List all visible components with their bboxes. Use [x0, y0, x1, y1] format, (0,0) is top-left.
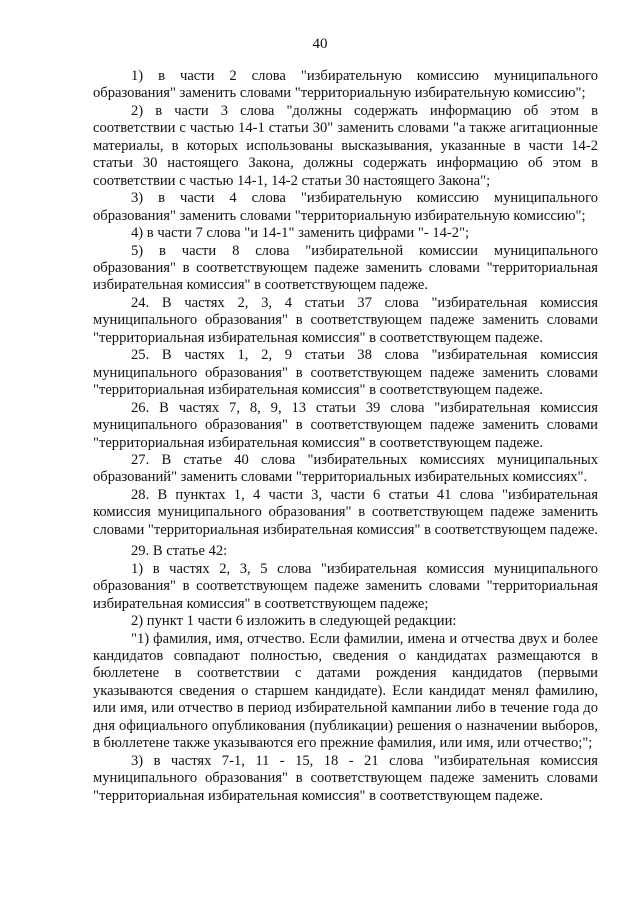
page-number: 40 — [312, 36, 328, 52]
paragraph: 28. В пунктах 1, 4 части 3, части 6 статьи 41 слова "избирательная комиссия муниципального образования" в соответствующем падеже заменить словами "территориальная избирательная комиссия" в соответствующем падеже. — [93, 486, 598, 538]
paragraph: 3) в частях 7-1, 11 - 15, 18 - 21 слова "избирательная комиссия муниципального образования" в соответствующем падеже заменить словами "территориальная избирательная комиссия" в соответствующем падеже. — [93, 752, 598, 804]
paragraph: 3) в части 4 слова "избирательную комиссию муниципального образования" заменить словами "территориальную избирательную комиссию"; — [93, 190, 598, 224]
paragraph: 4) в части 7 слова "и 14-1" заменить цифрами "- 14-2"; — [131, 225, 470, 242]
paragraph: 5) в части 8 слова "избирательной комиссии муниципального образования" в соответствующем падеже заменить словами "территориальная избирательная комиссия" в соответствующем падеже. — [93, 242, 598, 294]
paragraph: 24. В частях 2, 3, 4 статьи 37 слова "избирательная комиссия муниципального образования" в соответствующем падеже заменить словами "территориальная избирательная комиссия" в соответствующем падеже. — [93, 294, 598, 346]
paragraph: "1) фамилия, имя, отчество. Если фамилии, имена и отчества двух и более кандидатов совпадают полностью, сведения о кандидатах размещаются в бюллетене в соответствии с датами рождения кандидатов (первыми указываются сведения о старшем кандидате). Если кандидат менял фамилию, или имя, или отчество в период избирательной кампании либо в течение года до дня официального опубликования (публикации) решения о назначении выборов, в бюллетене также указываются его прежние фамилия, или имя, или отчество;"; — [93, 630, 598, 752]
paragraph: 26. В частях 7, 8, 9, 13 статьи 39 слова "избирательная комиссия муниципального образования" в соответствующем падеже заменить словами "территориальная избирательная комиссия" в соответствующем падеже. — [93, 399, 598, 451]
paragraph: 27. В статье 40 слова "избирательных комиссиях муниципальных образований" заменить словами "территориальных избирательных комиссиях". — [93, 451, 598, 486]
document-body — [93, 68, 598, 805]
paragraph: 1) в части 2 слова "избирательную комиссию муниципального образования" заменить словами "территориальную избирательную комиссию"; — [93, 68, 598, 102]
paragraph: 25. В частях 1, 2, 9 статьи 38 слова "избирательная комиссия муниципального образования" в соответствующем падеже заменить словами "территориальная избирательная комиссия" в соответствующем падеже. — [93, 347, 598, 399]
paragraph: 1) в частях 2, 3, 5 слова "избирательная комиссия муниципального образования" в соответствующем падеже заменить словами "территориальная избирательная комиссия" в соответствующем падеже; — [93, 560, 598, 612]
paragraph: 2) пункт 1 части 6 изложить в следующей редакции: — [131, 613, 457, 630]
paragraph: 29. В статье 42: — [131, 543, 228, 560]
paragraph: 2) в части 3 слова "должны содержать информацию об этом в соответствии с частью 14-1 статьи 30" заменить словами "а также агитационные материалы, в которых использованы высказывания, указанные в части 14-2 статьи 30 настоящего Закона, должны содержать информацию об этом в соответствии с частью 14-1, 14-2 статьи 30 настоящего Закона"; — [93, 102, 598, 189]
